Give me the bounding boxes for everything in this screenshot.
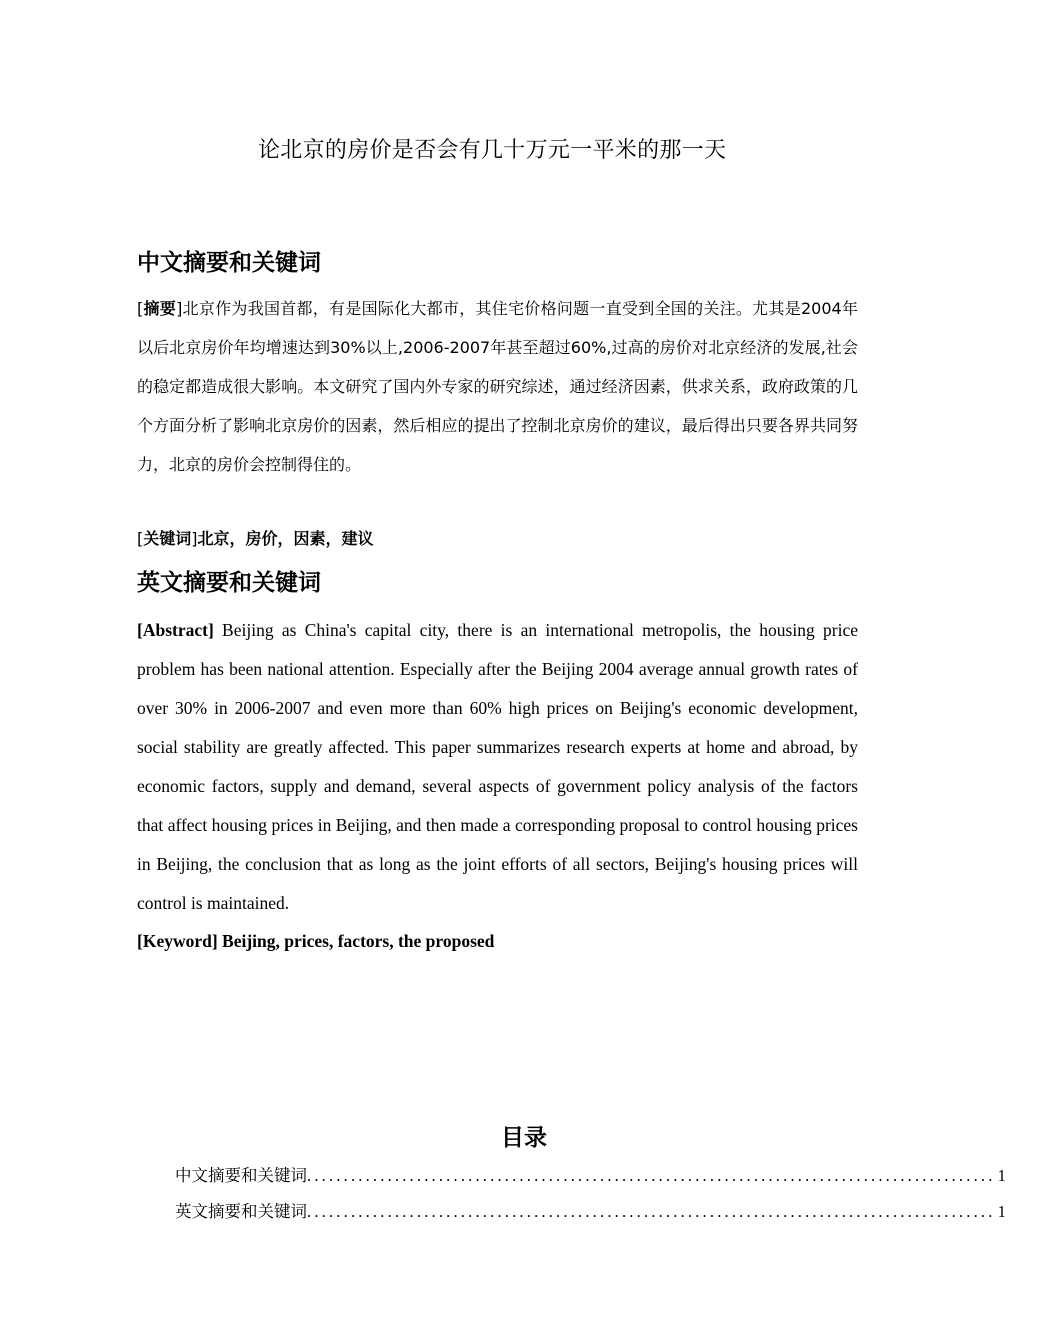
- chinese-abstract-body: 北京作为我国首都，有是国际化大都市，其住宅价格问题一直受到全国的关注。尤其是2004年以后北京房价年均增速达到30%以上,2006-2007年甚至超过60%,过高的房价对北京经济的发展,社会的稳定都造成很大影响。本文研究了国内外专家的研究综述，通过经济因素，供求关系，政府政策的几个方面分析了影响北京房价的因素，然后相应的提出了控制北京房价的建议，最后得出只要各界共同努力，北京的房价会控制得住的。: [137, 299, 858, 474]
- keywords-bracket-close: ]: [191, 529, 198, 548]
- chinese-abstract-paragraph: [137, 289, 858, 484]
- toc-entry-page: 1: [997, 1166, 1006, 1185]
- abstract-bracket-close: ]: [176, 299, 183, 318]
- chinese-keywords-line: [137, 524, 374, 554]
- toc-leader-dots: ..............................................................................................: [307, 1202, 996, 1221]
- chinese-keywords: 北京，房价，因素，建议: [197, 529, 374, 548]
- chinese-abstract-tag: 摘要: [143, 299, 177, 318]
- chinese-keywords-tag: 关键词: [143, 529, 192, 548]
- english-keywords-line: [Keyword] Beijing, prices, factors, the proposed: [137, 931, 495, 951]
- toc-entry-chinese-abstract[interactable]: [175, 1163, 1006, 1189]
- abstract-bracket-open: [: [137, 299, 144, 318]
- toc-leader-dots: ..............................................................................................: [307, 1166, 996, 1185]
- document-title: 论北京的房价是否会有几十万元一平米的那一天: [258, 138, 727, 163]
- toc-entry-label: 中文摘要和关键词: [175, 1166, 307, 1185]
- chinese-abstract-heading: 中文摘要和关键词: [137, 250, 321, 276]
- english-abstract-tag: [Abstract]: [137, 620, 214, 640]
- english-abstract-heading: 英文摘要和关键词: [137, 570, 321, 596]
- toc-title: 目录: [501, 1125, 547, 1151]
- keywords-bracket-open: [: [137, 529, 144, 548]
- english-abstract-paragraph: [137, 611, 858, 923]
- toc-entry-english-abstract[interactable]: [175, 1199, 1006, 1225]
- english-abstract-body: Beijing as China's capital city, there is an international metropolis, the housing price problem has been national attention. Especially after the Beijing 2004 average annual growth rates of over 30% in 2006-2007 and even more than 60% high prices on Beijing's economic development, social stability are greatly affected. This paper summarizes research experts at home and abroad, by economic factors, supply and demand, several aspects of government policy analysis of the factors that affect housing prices in Beijing, and then made a corresponding proposal to control housing prices in Beijing, the conclusion that as long as the joint efforts of all sectors, Beijing's housing prices will control is maintained.: [137, 620, 858, 913]
- toc-entry-page: 1: [997, 1202, 1006, 1221]
- toc-entry-label: 英文摘要和关键词: [175, 1202, 307, 1221]
